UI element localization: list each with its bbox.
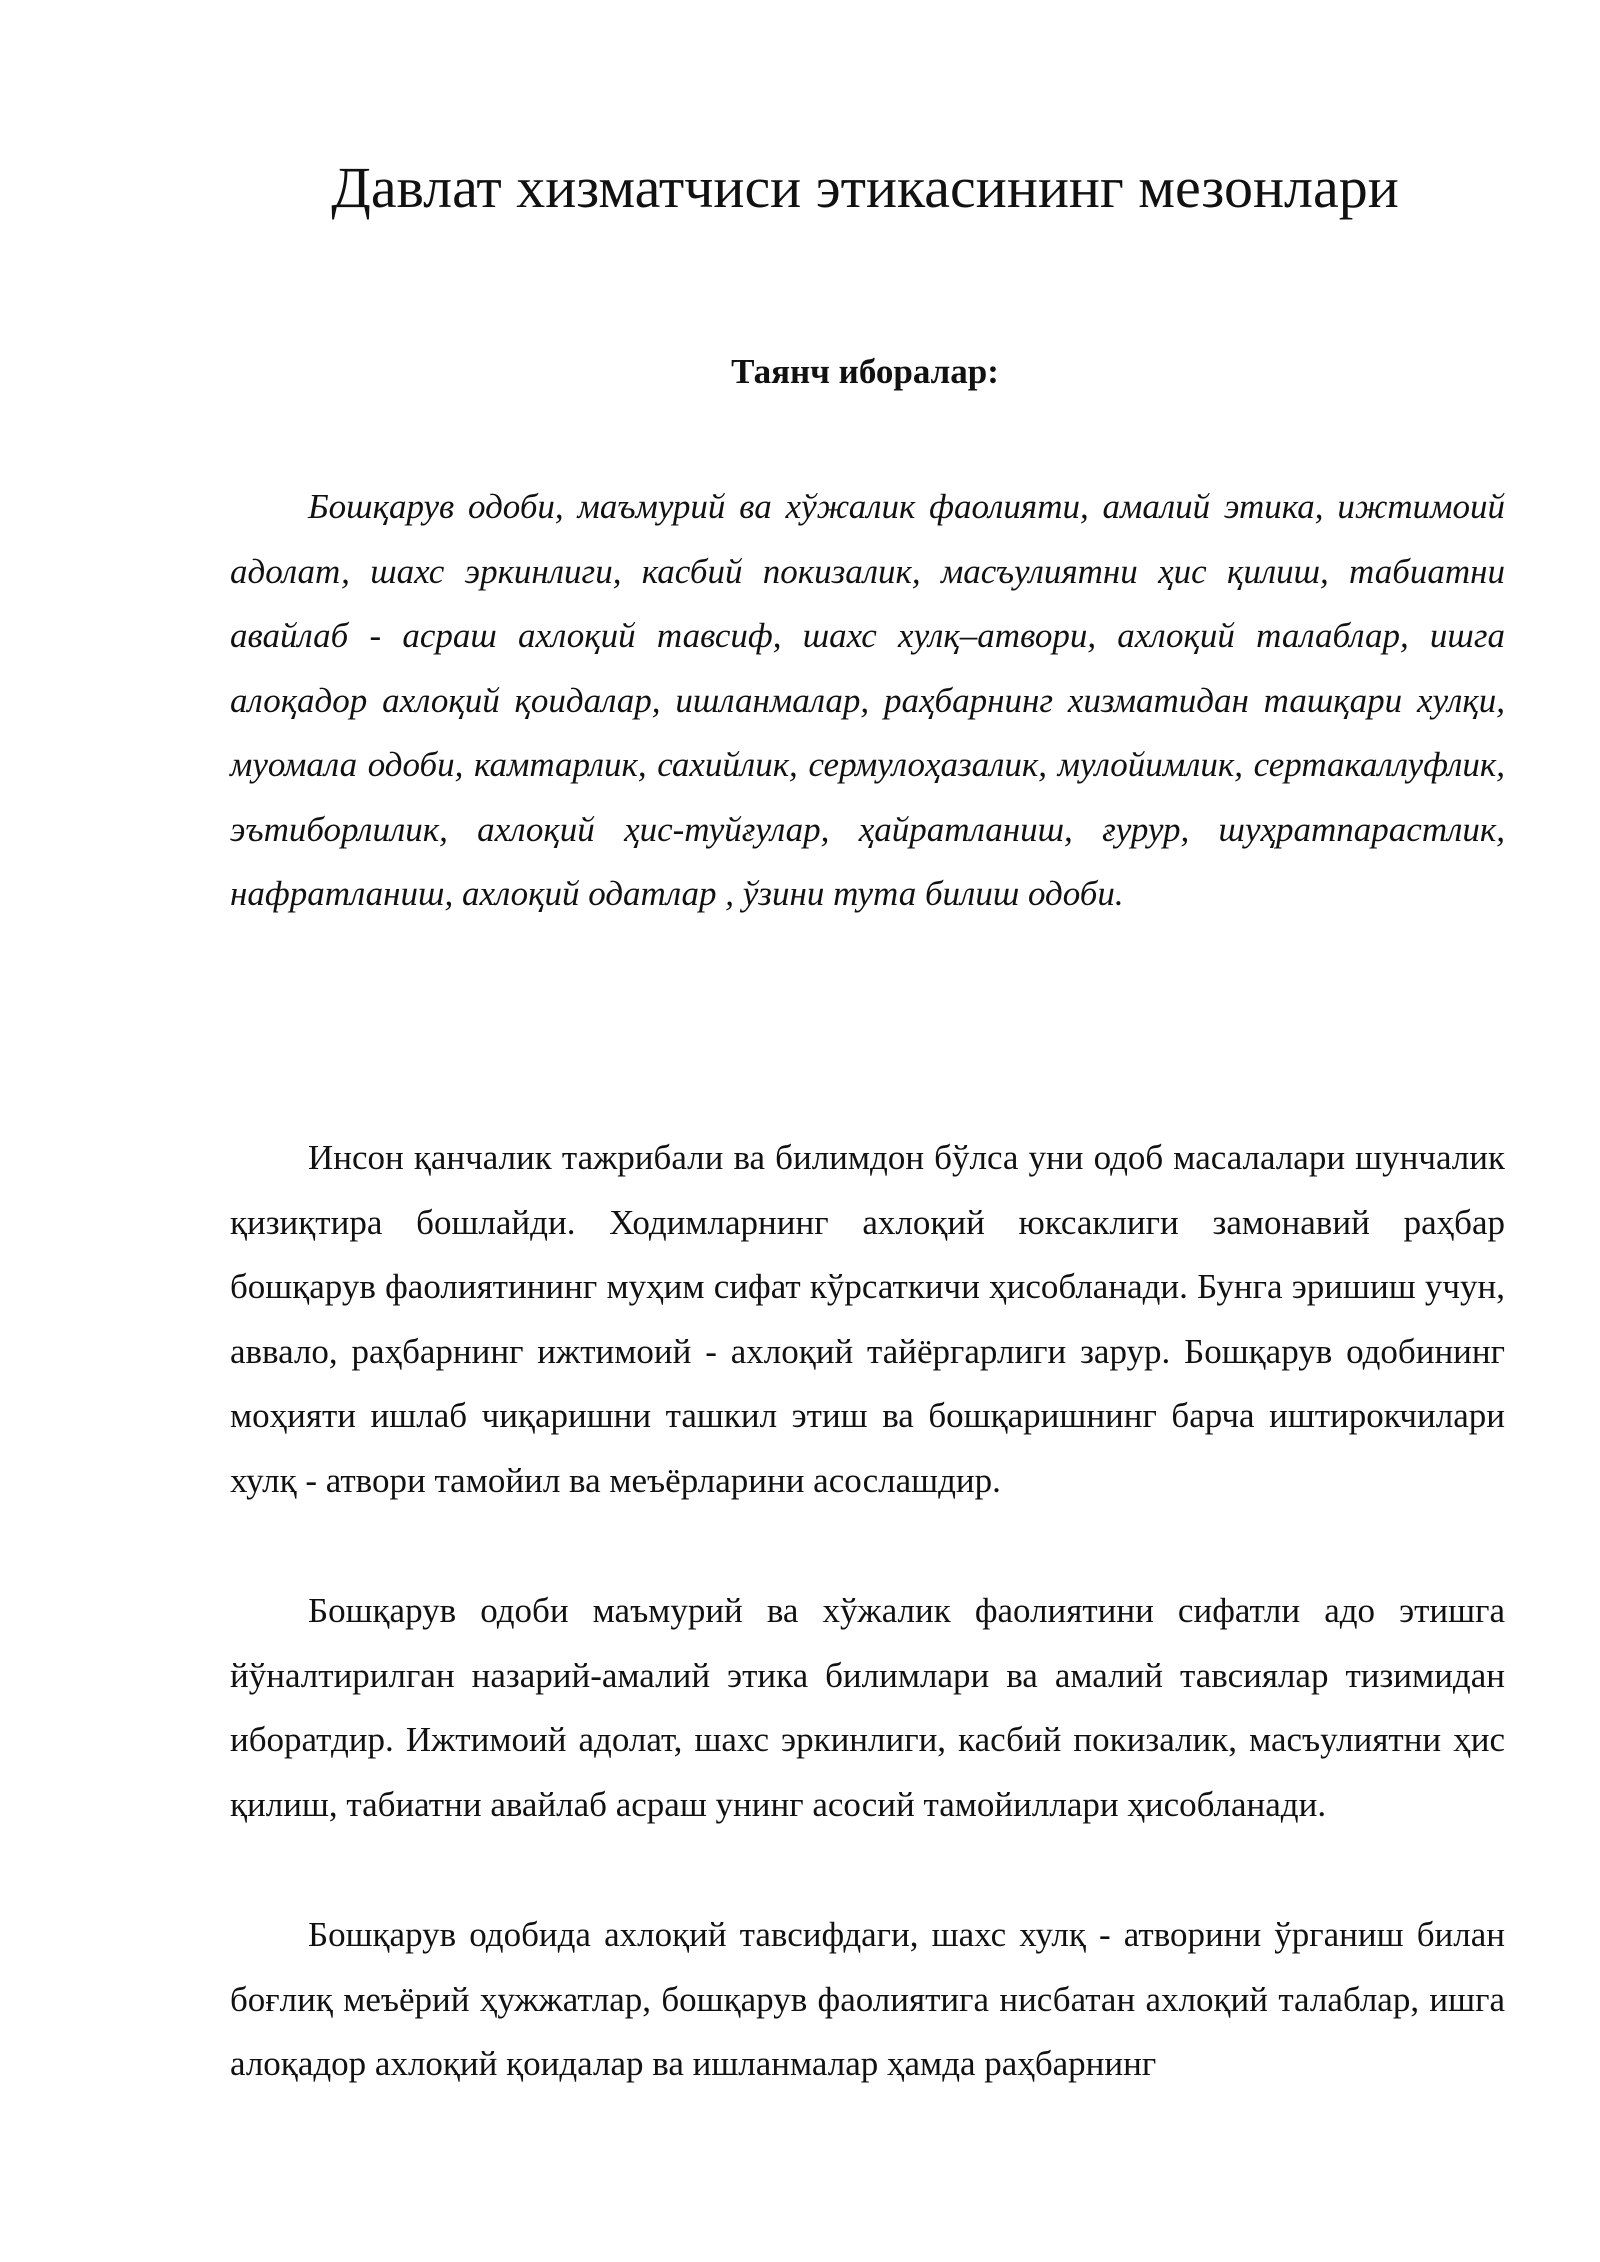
body-paragraph-1-text: Инсон қанчалик тажрибали ва билимдон бўлса уни одоб масалалари шунчалик қизиқтира бошлайди. Ходимларнинг ахлоқий юксаклиги замонавий раҳбар бошқарув фаолиятининг муҳим сифат кўрсаткичи ҳисобланади. Бунга эришиш учун, аввало, раҳбарнинг ижтимоий - ахлоқий тайёргарлиги зарур. Бошқарув одобининг моҳияти ишлаб чиқаришни ташкил этиш ва бошқаришнинг барча иштирокчилари хулқ - атвори тамойил ва меъёрларини асослашдир. xyxy=(230,1138,1505,1500)
body-paragraph-3-text: Бошқарув одобида ахлоқий тавсифдаги, шахс хулқ - атворини ўрганиш билан боғлиқ меъёрий ҳужжатлар, бошқарув фаолиятига нисбатан ахлоқий талаблар, ишга алоқадор ахлоқий қоидалар ва ишланмалар ҳамда раҳбарнинг xyxy=(230,1915,1505,2083)
keywords-text: Бошқарув одоби, маъмурий ва хўжалик фаолияти, амалий этика, ижтимоий адолат, шахс эркинлиги, касбий покизалик, масъулиятни ҳис қилиш, табиатни авайлаб - асраш ахлоқий тавсиф, шахс хулқ–атвори, ахлоқий талаблар, ишга алоқадор ахлоқий қоидалар, ишланмалар, раҳбарнинг хизматидан ташқари хулқи, муомала одоби, камтарлик, сахийлик, сермулоҳазалик, мулойимлик, сертакаллуфлик, эътиборлилик, ахлоқий ҳис-туйғулар, ҳайратланиш, ғурур, шуҳратпарастлик, нафратланиш, ахлоқий одатлар , ўзини тута билиш одоби. xyxy=(230,487,1505,913)
keywords-heading: Таянч иборалар: xyxy=(731,352,999,391)
body-paragraph-1 xyxy=(230,1126,1505,1513)
body-paragraph-2-text: Бошқарув одоби маъмурий ва хўжалик фаолиятини сифатли адо этишга йўналтирилган назарий-амалий этика билимлари ва амалий тавсиялар тизимидан иборатдир. Ижтимоий адолат, шахс эркинлиги, касбий покизалик, масъулиятни ҳис қилиш, табиатни авайлаб асраш унинг асосий тамойиллари ҳисобланади. xyxy=(230,1591,1505,1824)
document-title: Давлат хизматчиси этикасининг мезонлари xyxy=(331,155,1399,220)
keywords-paragraph xyxy=(230,475,1505,927)
body-paragraph-2 xyxy=(230,1579,1505,1837)
body-paragraph-3 xyxy=(230,1903,1505,2097)
